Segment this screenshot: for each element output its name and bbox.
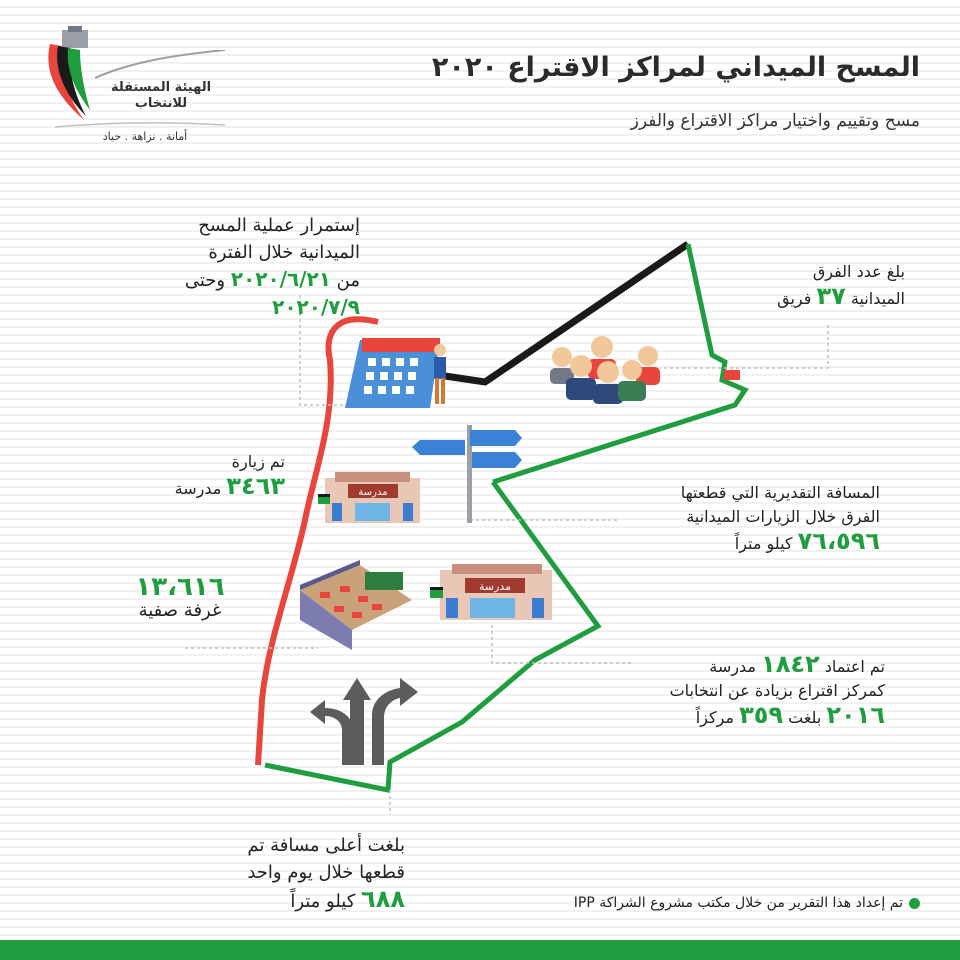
fact-period-dates <box>100 266 360 322</box>
fact-approved-year: ٢٠١٦ <box>826 701 885 729</box>
fact-distance-line1: المسافة التقديرية التي قطعتها <box>680 483 880 502</box>
fact-approved-post: مدرسة <box>709 657 756 676</box>
fact-distance-line3 <box>610 529 880 556</box>
fact-teams-post: فريق <box>777 289 812 308</box>
fact-distance-number: ٧٦،٥٩٦ <box>797 527 880 555</box>
fact-distance <box>610 481 880 556</box>
fact-classrooms-number: ١٣،٦١٦ <box>135 572 225 602</box>
fact-period-from: من <box>336 270 360 291</box>
fact-max-day <box>185 832 405 915</box>
fact-max-day-number: ٦٨٨ <box>361 885 405 913</box>
school-sign-text-2: مدرسة <box>478 580 512 593</box>
page-title: المسح الميداني لمراكز الاقتراع ٢٠٢٠ <box>431 52 920 83</box>
fact-approved-line1 <box>625 652 885 679</box>
footnote-text: تم إعداد هذا التقرير من خلال مكتب مشروع الشراكة IPP <box>573 895 903 911</box>
road-arrows-icon <box>310 678 418 765</box>
fact-max-day-line3 <box>185 886 405 915</box>
map-south-border <box>265 482 598 790</box>
school-building-icon-2 <box>430 564 552 620</box>
fact-max-day-unit: كيلو متراً <box>290 891 356 912</box>
fact-teams-number: ٣٧ <box>816 282 846 310</box>
logo-name <box>96 80 226 112</box>
footnote <box>574 895 920 911</box>
fact-teams <box>705 260 905 311</box>
fact-period-line1: إستمرار عملية المسح <box>198 215 360 236</box>
fact-period-line2: الميدانية خلال الفترة <box>208 242 360 263</box>
signpost-icon <box>412 425 522 523</box>
calendar-icon <box>345 338 446 408</box>
fact-approved-mid: بلغت <box>788 708 822 727</box>
fact-approved <box>625 652 885 730</box>
fact-teams-pre: الميدانية <box>850 289 905 308</box>
logo-name-line2: للانتخاب <box>134 96 188 111</box>
fact-schools-line1: تم زيارة <box>231 452 285 471</box>
fact-classrooms-unit: غرفة صفية <box>138 600 222 621</box>
fact-approved-number: ١٨٤٢ <box>761 650 820 678</box>
team-people-icon <box>550 336 660 404</box>
fact-period <box>100 212 360 322</box>
fact-schools <box>135 450 285 501</box>
fact-period-to: وحتى <box>184 270 226 291</box>
fact-approved-post3: مركزاً <box>695 708 734 727</box>
map-red-marker <box>724 370 740 380</box>
fact-approved-line2: كمركز اقتراع بزيادة عن انتخابات <box>669 681 885 700</box>
jordan-flag-icon <box>318 496 330 504</box>
page-subtitle: مسح وتقييم واختيار مراكز الاقتراع والفرز <box>630 111 920 131</box>
fact-schools-unit: مدرسة <box>174 479 222 498</box>
fact-approved-line3 <box>625 703 885 730</box>
jordan-flag-icon-2 <box>430 590 443 598</box>
fact-distance-line2: الفرق خلال الزيارات الميدانية <box>686 507 880 526</box>
fact-period-date2: ٢٠٢٠/٧/٩ <box>272 295 360 319</box>
logo-swoosh <box>95 50 225 80</box>
fact-teams-line2 <box>705 284 905 311</box>
footer-bar <box>0 940 960 960</box>
classroom-icon <box>300 560 412 650</box>
fact-teams-line1: بلغ عدد الفرق <box>812 262 905 281</box>
school-sign-text: مدرسة <box>358 487 388 498</box>
fact-approved-pre: تم اعتماد <box>824 657 885 676</box>
fact-max-day-line2: قطعها خلال يوم واحد <box>247 862 405 883</box>
school-building-icon <box>318 472 420 523</box>
ballot-box-icon <box>62 30 88 48</box>
logo-slogan: أمانة . نزاهة . حياد <box>102 130 188 143</box>
fact-schools-number: ٣٤٦٣ <box>226 472 285 500</box>
fact-classrooms <box>115 572 245 623</box>
fact-period-date1: ٢٠٢٠/٦/٢١ <box>230 267 331 291</box>
fact-distance-unit: كيلو متراً <box>734 534 793 553</box>
fact-max-day-line1: بلغت أعلى مسافة تم <box>247 835 405 856</box>
logo-underline <box>55 122 225 128</box>
fact-approved-increase: ٣٥٩ <box>739 701 784 729</box>
logo-name-line1: الهيئة المستقلة <box>110 80 212 95</box>
footnote-dot-icon <box>909 898 920 909</box>
fact-schools-line2 <box>135 474 285 501</box>
